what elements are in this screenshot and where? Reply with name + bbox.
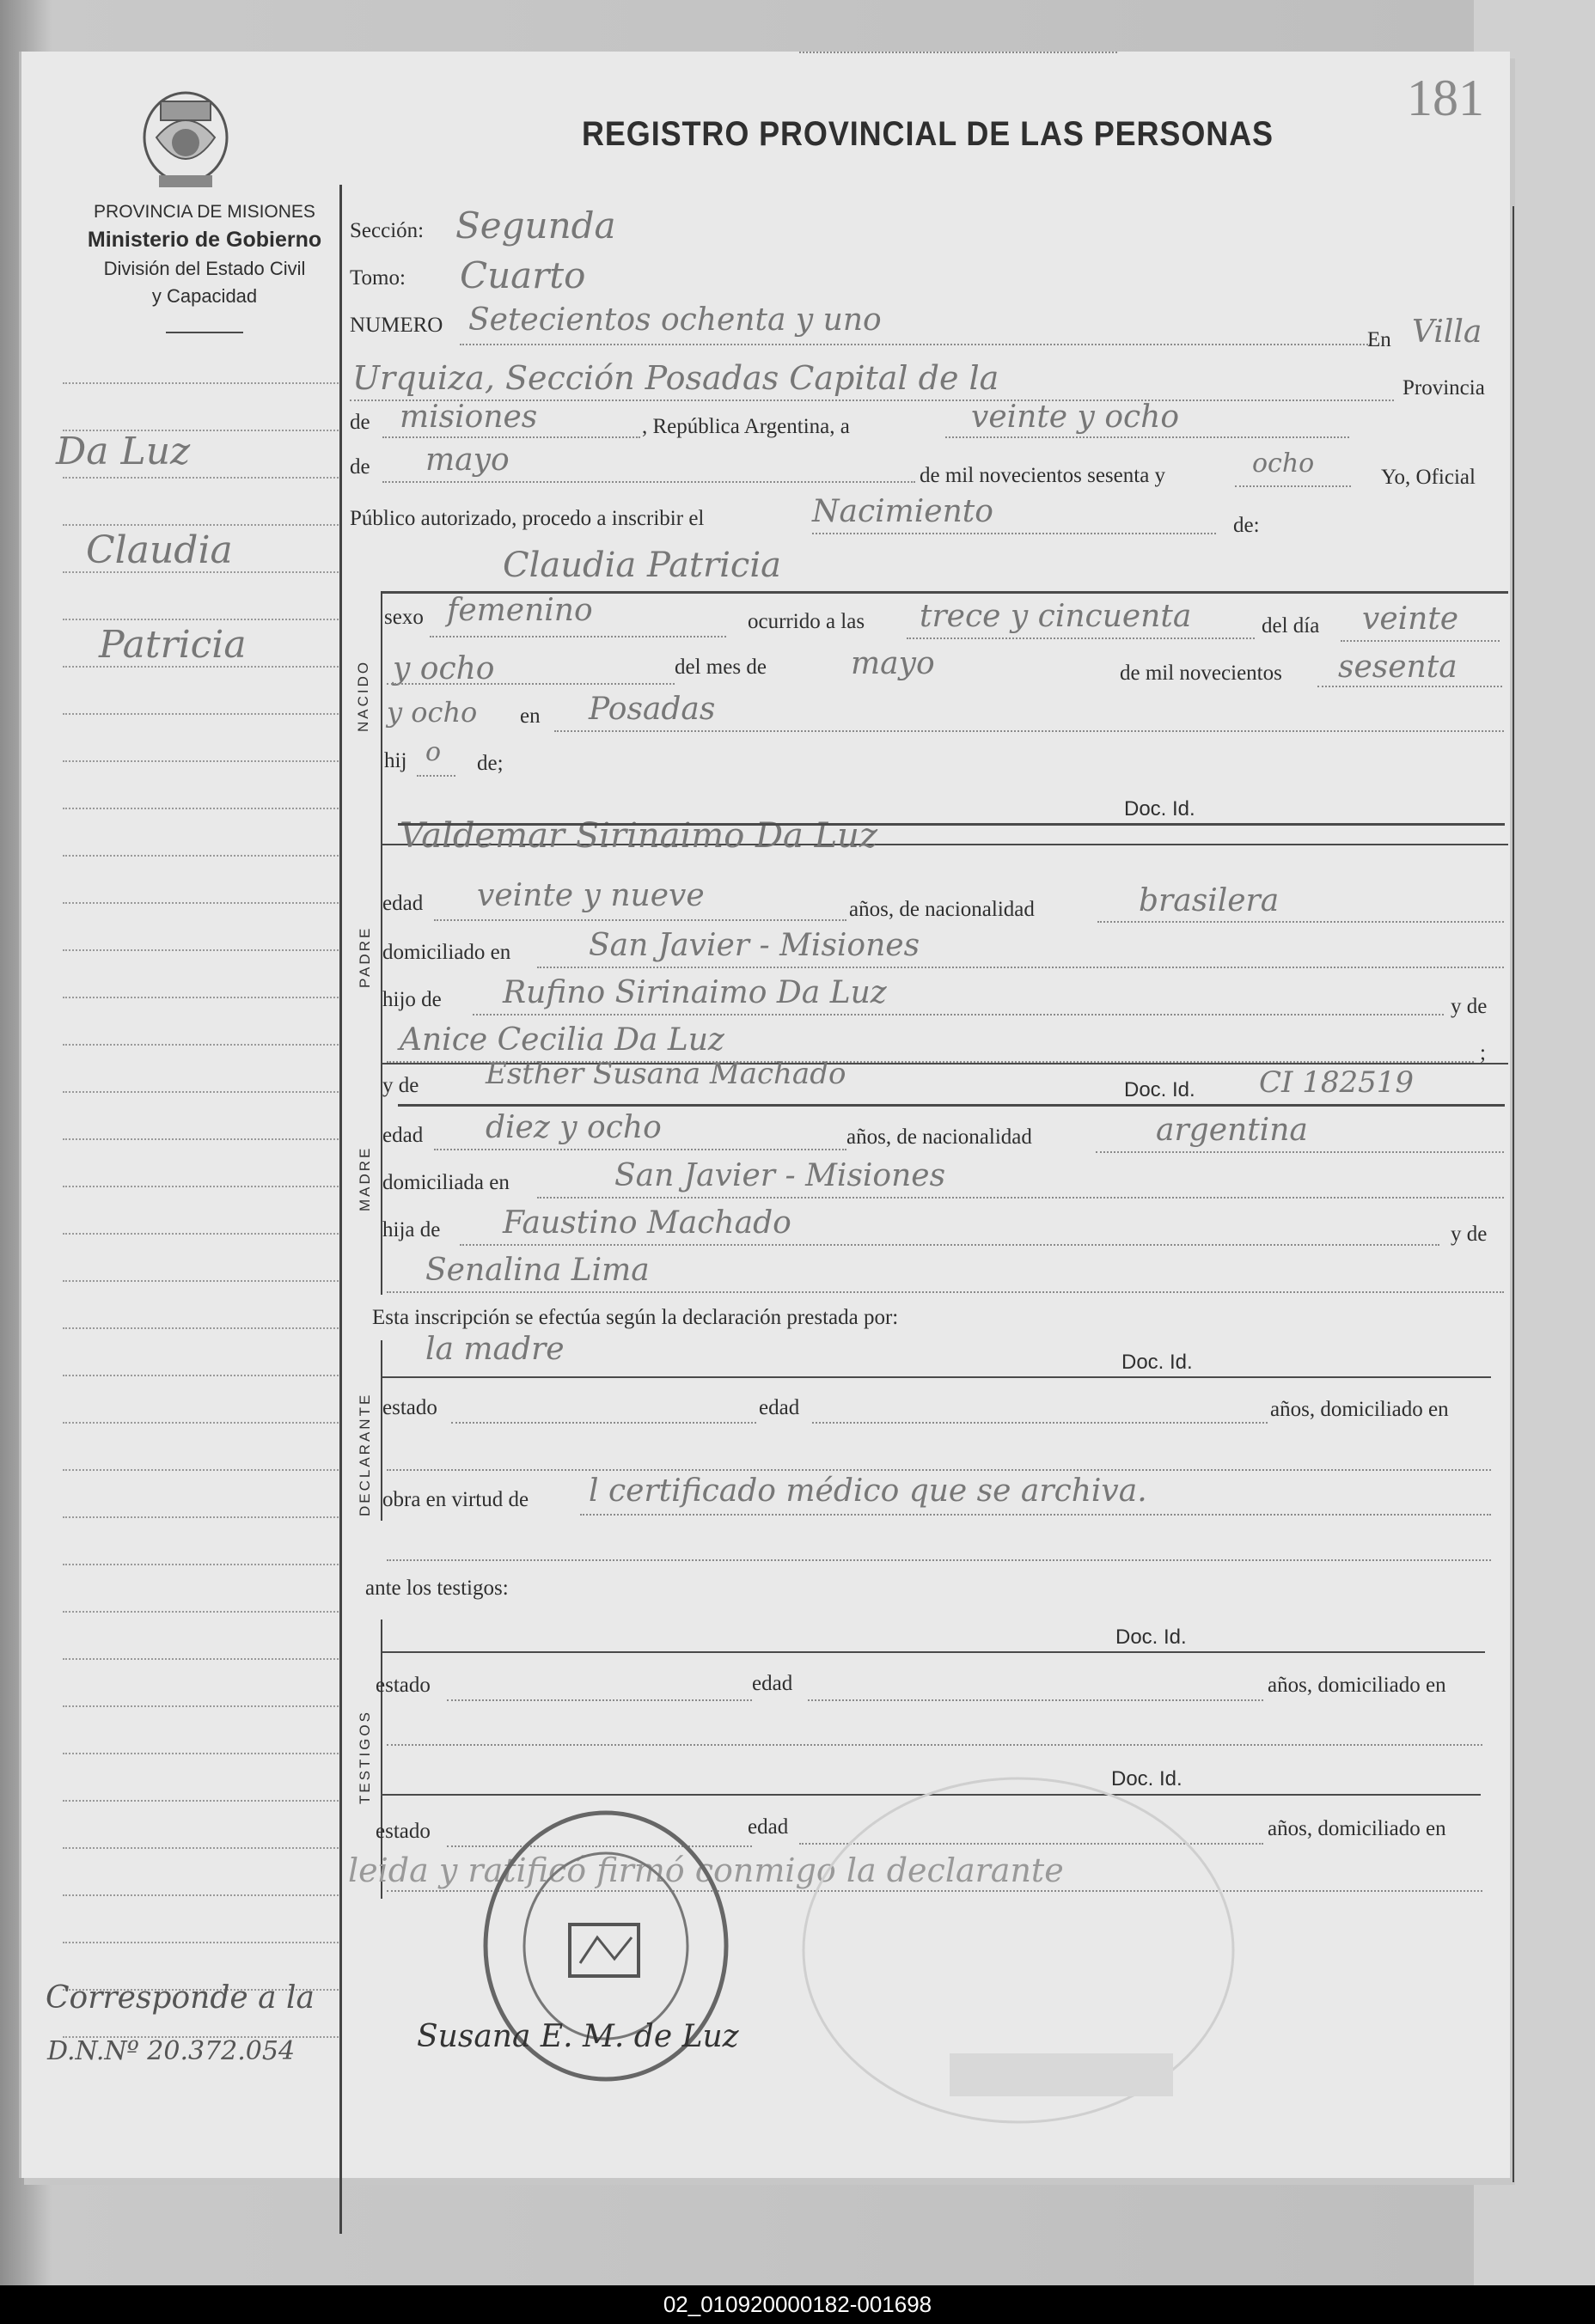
label-padre-edad: edad xyxy=(382,892,424,915)
margin-note-name1: Claudia xyxy=(86,528,233,572)
value-madre-nac: argentina xyxy=(1156,1113,1308,1148)
fecha-dia-line xyxy=(945,436,1349,438)
nacido-bracket xyxy=(381,591,382,845)
padre-hijo-de-line xyxy=(473,1014,1444,1016)
label-del-mes: del mes de xyxy=(675,656,767,679)
value-anio-nac: sesenta xyxy=(1338,650,1458,685)
value-padre-nombre: Valdemar Sirinaimo Da Luz xyxy=(400,816,878,856)
label-padre-dom: domiciliado en xyxy=(382,941,511,964)
label-en-lugar: en xyxy=(520,705,541,728)
label-hij: hij xyxy=(384,749,407,772)
value-declarante: la madre xyxy=(425,1332,565,1367)
madre-nac-line xyxy=(1096,1151,1504,1153)
label-numero: NUMERO xyxy=(350,314,443,337)
value-numero: Setecientos ochenta y uno xyxy=(468,302,882,338)
value-madre-edad: diez y ocho xyxy=(486,1110,662,1145)
label-yo-oficial: Yo, Oficial xyxy=(1381,466,1476,489)
label-testigo2-anos: años, domiciliado en xyxy=(1268,1817,1446,1840)
label-en: En xyxy=(1367,328,1391,351)
padre-name-rule xyxy=(398,823,1505,826)
side-label-testigos: TESTIGOS xyxy=(357,1710,373,1804)
label-hij-de: de; xyxy=(477,752,504,775)
value-madre-dom: San Javier - Misiones xyxy=(614,1158,946,1193)
label-seccion: Sección: xyxy=(350,219,425,242)
value-dia: veinte y ocho xyxy=(971,400,1180,435)
testigo1-top-rule xyxy=(381,1651,1485,1653)
value-cierre: leida y ratificó firmó conmigo la declarante xyxy=(348,1851,1064,1889)
madre-y-de-line xyxy=(387,1291,1504,1293)
value-seccion: Segunda xyxy=(455,204,616,247)
label-tomo: Tomo: xyxy=(350,266,406,290)
agency-line-4: y Capacidad xyxy=(151,285,258,307)
document-id: 02_010920000182-001698 xyxy=(663,2291,932,2317)
form-title: REGISTRO PROVINCIAL DE LAS PERSONAS xyxy=(582,115,1274,153)
scan-footer xyxy=(0,2285,1595,2324)
label-testigo1-estado: estado xyxy=(376,1674,431,1697)
obra-line xyxy=(580,1514,1491,1516)
value-de-prov: misiones xyxy=(400,400,538,435)
value-anio: ocho xyxy=(1252,448,1315,479)
acto-line xyxy=(812,533,1216,534)
label-testigo2-doc: Doc. Id. xyxy=(1111,1767,1182,1790)
label-de-mes: de xyxy=(350,455,370,479)
de-prov-line xyxy=(382,436,640,438)
label-testigos: ante los testigos: xyxy=(365,1577,509,1600)
faded-stamp xyxy=(795,1770,1242,2131)
dia-nac-line xyxy=(1341,640,1500,642)
agency-line-1: PROVINCIA DE MISIONES xyxy=(94,202,315,222)
padre-nac-line xyxy=(1097,921,1504,923)
sexo-line xyxy=(430,636,726,637)
value-padre-y-de: Anice Cecilia Da Luz xyxy=(400,1022,724,1058)
label-testigo2-edad: edad xyxy=(748,1815,789,1839)
value-padre-dom: San Javier - Misiones xyxy=(589,928,920,963)
obra-line-2 xyxy=(387,1559,1491,1561)
value-madre-hija-de: Faustino Machado xyxy=(503,1205,791,1241)
value-lugar-nac: Posadas xyxy=(589,692,716,727)
value-tomo: Cuarto xyxy=(460,254,586,296)
value-dia-nac: veinte xyxy=(1362,601,1459,637)
testigo1-dom-line xyxy=(387,1744,1482,1746)
value-place: Urquiza, Sección Posadas Capital de la xyxy=(352,359,999,397)
label-testigo2-estado: estado xyxy=(376,1820,431,1843)
agency-divider xyxy=(166,332,243,333)
testigo1-edad-line xyxy=(808,1699,1263,1701)
label-testigo1-edad: edad xyxy=(752,1672,793,1695)
label-de-colon: de: xyxy=(1233,514,1260,537)
label-declarante-anos: años, domiciliado en xyxy=(1270,1398,1449,1421)
value-dia-nac-2: y ocho xyxy=(393,651,495,686)
main-left-border xyxy=(339,185,342,2234)
padre-edad-line xyxy=(434,919,846,921)
dia-nac-2-line xyxy=(387,683,675,685)
value-sexo: femenino xyxy=(447,593,593,628)
madre-edad-line xyxy=(434,1149,846,1150)
declarante-estado-line xyxy=(451,1422,756,1424)
label-obra: obra en virtud de xyxy=(382,1488,529,1511)
label-de-mil-sesenta: de mil novecientos sesenta y xyxy=(920,464,1166,487)
value-padre-nac: brasilera xyxy=(1139,883,1280,918)
agency-line-2: Ministerio de Gobierno xyxy=(87,228,322,252)
madre-hija-de-line xyxy=(460,1244,1439,1246)
coat-of-arms-logo xyxy=(135,86,236,194)
label-padre-nac: años, de nacionalidad xyxy=(849,898,1035,921)
label-declarante-doc: Doc. Id. xyxy=(1121,1351,1193,1374)
label-padre-semicolon: ; xyxy=(1480,1041,1486,1064)
padre-dom-line xyxy=(537,967,1504,968)
label-madre-edad: edad xyxy=(382,1124,424,1147)
value-madre-doc: CI 182519 xyxy=(1259,1065,1415,1100)
label-madre-doc: Doc. Id. xyxy=(1124,1078,1195,1101)
side-label-declarante: DECLARANTE xyxy=(357,1392,373,1516)
correspondence-note-1: Corresponde a la xyxy=(46,1980,315,2016)
agency-line-3: División del Estado Civil xyxy=(103,258,306,279)
hora-line xyxy=(907,637,1255,639)
mes-nac-line xyxy=(799,52,1117,53)
label-declarante-estado: estado xyxy=(382,1396,437,1419)
label-del-dia: del día xyxy=(1262,614,1320,637)
lugar-nac-line xyxy=(554,730,1504,732)
label-declarante-edad: edad xyxy=(759,1396,800,1419)
label-ocurrido: ocurrido a las xyxy=(748,610,865,633)
label-padre-hijo-de: hijo de xyxy=(382,988,442,1011)
registry-form xyxy=(19,52,1510,2178)
value-padre-edad: veinte y nueve xyxy=(477,878,705,913)
label-de-mil-nov: de mil novecientos xyxy=(1120,662,1282,685)
label-provincia: Provincia xyxy=(1402,376,1485,400)
value-hij: o xyxy=(425,737,442,767)
value-mes-nac: mayo xyxy=(851,646,935,681)
margin-note-name2: Patricia xyxy=(99,623,247,667)
declarante-dom-line xyxy=(387,1469,1491,1471)
value-madre-y-de: Senalina Lima xyxy=(425,1253,650,1288)
value-nombre: Claudia Patricia xyxy=(503,546,781,585)
side-label-nacido: NACIDO xyxy=(355,659,371,732)
label-madre-hija-de: hija de xyxy=(382,1218,441,1241)
hij-line xyxy=(417,775,455,777)
label-padre-doc: Doc. Id. xyxy=(1124,797,1195,820)
madre-name-rule xyxy=(398,1104,1505,1107)
page-number: 181 xyxy=(1407,70,1484,126)
side-label-madre: MADRE xyxy=(357,1145,373,1211)
margin-note-surname: Da Luz xyxy=(56,430,191,473)
value-acto: Nacimiento xyxy=(812,494,993,529)
value-padre-hijo-de: Rufino Sirinaimo Da Luz xyxy=(503,975,887,1010)
label-publico: Público autorizado, procedo a inscribir el xyxy=(350,507,705,530)
value-anio-nac-2: y ocho xyxy=(387,696,478,729)
declarante-edad-line xyxy=(812,1422,1268,1424)
value-mes: mayo xyxy=(425,442,510,478)
anio-line xyxy=(1235,485,1351,487)
label-testigo1-doc: Doc. Id. xyxy=(1115,1626,1187,1649)
value-hora: trece y cincuenta xyxy=(920,599,1192,634)
label-madre-y-de: y de xyxy=(382,1074,419,1097)
numero-line xyxy=(460,344,1371,345)
label-sexo: sexo xyxy=(384,606,424,629)
label-madre-dom: domiciliada en xyxy=(382,1171,510,1194)
label-declaracion: Esta inscripción se efectúa según la declaración prestada por: xyxy=(372,1306,899,1329)
label-de-prov: de xyxy=(350,411,370,434)
label-padre-y-de: y de xyxy=(1451,995,1488,1018)
main-right-border xyxy=(1512,206,1514,2182)
madre-dom-line xyxy=(537,1197,1504,1199)
label-republica: , República Argentina, a xyxy=(642,415,850,438)
value-madre-nombre: Esther Susana Machado xyxy=(486,1057,846,1091)
anio-nac-line xyxy=(1317,686,1502,687)
label-testigo1-anos: años, domiciliado en xyxy=(1268,1674,1446,1697)
signature: Susana E. M. de Luz xyxy=(417,2019,739,2054)
correspondence-note-2: D.N.Nº 20.372.054 xyxy=(47,2036,296,2066)
side-label-padre: PADRE xyxy=(357,925,373,988)
testigo1-estado-line xyxy=(447,1699,752,1701)
label-madre-y-de-2: y de xyxy=(1451,1223,1488,1246)
value-en: Villa xyxy=(1412,314,1482,350)
mes-line xyxy=(382,481,915,483)
value-obra: l certificado médico que se archiva. xyxy=(589,1473,1147,1509)
label-madre-nac: años, de nacionalidad xyxy=(846,1125,1032,1149)
declarante-top-rule xyxy=(381,1376,1491,1378)
